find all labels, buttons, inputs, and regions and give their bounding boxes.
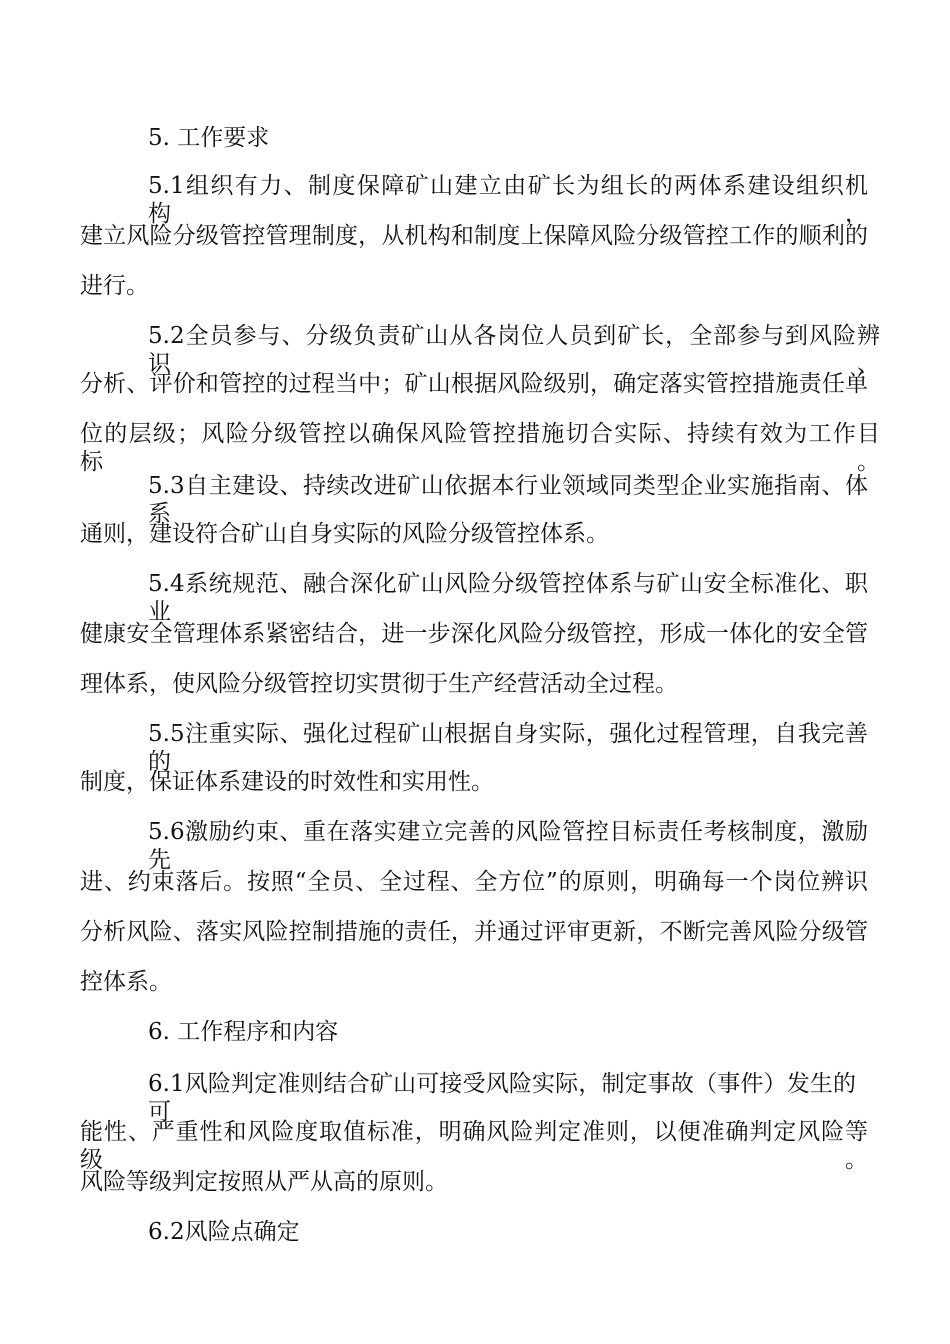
- text-line: 5.4系统规范、融合深化矿山风险分级管控体系与矿山安全标准化、职业: [148, 571, 868, 625]
- text-line: 理体系，使风险分级管控切实贯彻于生产经营活动全过程。: [80, 671, 678, 697]
- text-line: 5.1组织有力、制度保障矿山建立由矿长为组长的两体系建设组织机构，: [148, 173, 868, 227]
- text-line: 健康安全管理体系紧密结合，进一步深化风险分级管控，形成一体化的安全管: [80, 621, 868, 647]
- text-line: 控体系。: [80, 969, 172, 995]
- text-line: 位的层级；风险分级管控以确保风险管控措施切合实际、持续有效为工作目标。: [80, 421, 880, 475]
- text-line: 6.2风险点确定: [148, 1219, 300, 1245]
- text-line: 分析风险、落实风险控制措施的责任，并通过评审更新，不断完善风险分级管: [80, 919, 868, 945]
- text-line: 进、约束落后。按照“全员、全过程、全方位”的原则，明确每一个岗位辨识: [80, 869, 868, 895]
- text-line: 6. 工作程序和内容: [148, 1019, 339, 1045]
- text-line: 5.3自主建设、持续改进矿山依据本行业领域同类型企业实施指南、体系: [148, 473, 868, 527]
- text-line: 能性、严重性和风险度取值标准，明确风险判定准则，以便准确判定风险等级。: [80, 1119, 868, 1173]
- text-line: 5.6激励约束、重在落实建立完善的风险管控目标责任考核制度，激励先: [148, 819, 868, 873]
- text-line: 制度，保证体系建设的时效性和实用性。: [80, 769, 494, 795]
- text-line: 通则，建设符合矿山自身实际的风险分级管控体系。: [80, 521, 609, 547]
- text-line: 分析、评价和管控的过程当中；矿山根据风险级别，确定落实管控措施责任单: [80, 371, 868, 397]
- text-line: 5.2全员参与、分级负责矿山从各岗位人员到矿长，全部参与到风险辨识、: [148, 323, 880, 377]
- text-line: 5. 工作要求: [148, 125, 270, 151]
- text-line: 进行。: [80, 273, 149, 299]
- text-line: 6.1风险判定准则结合矿山可接受风险实际，制定事故（事件）发生的可: [148, 1071, 856, 1125]
- text-line: 风险等级判定按照从严从高的原则。: [80, 1169, 448, 1195]
- text-line: 建立风险分级管控管理制度，从机构和制度上保障风险分级管控工作的顺利的: [80, 223, 868, 249]
- text-line: 5.5注重实际、强化过程矿山根据自身实际，强化过程管理，自我完善的: [148, 721, 868, 775]
